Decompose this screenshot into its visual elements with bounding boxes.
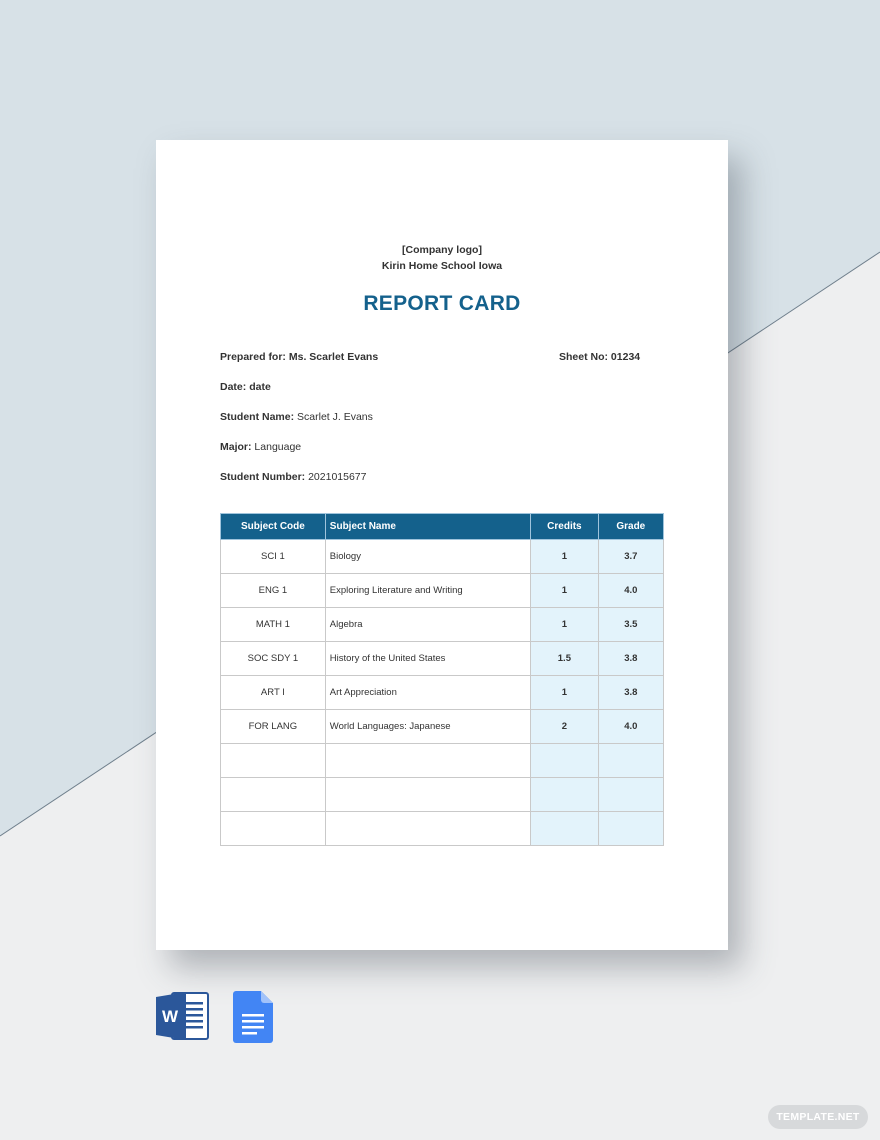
student-number-row bbox=[220, 471, 367, 483]
prepared-for-value: Ms. Scarlet Evans bbox=[288, 351, 379, 363]
table-row bbox=[221, 574, 664, 608]
credits-cell: 1 bbox=[531, 676, 598, 710]
sheet-number: Sheet No: 01234 bbox=[559, 351, 641, 363]
header-credits: Credits bbox=[531, 514, 598, 540]
document-title: REPORT CARD bbox=[363, 292, 521, 315]
date-value: date bbox=[249, 381, 271, 393]
subject-code-cell bbox=[221, 744, 326, 778]
credits-cell: 2 bbox=[531, 710, 598, 744]
header-subject-name: Subject Name bbox=[325, 514, 530, 540]
credits-cell bbox=[531, 778, 598, 812]
header-subject-code: Subject Code bbox=[221, 514, 326, 540]
grade-cell bbox=[598, 744, 663, 778]
student-name-row bbox=[220, 411, 373, 423]
subject-code-cell bbox=[221, 778, 326, 812]
student-number-label: Student Number: bbox=[220, 471, 306, 483]
major-value: Language bbox=[254, 441, 302, 453]
prepared-for-label: Prepared for: bbox=[220, 351, 286, 363]
table-row bbox=[221, 676, 664, 710]
grade-cell bbox=[598, 778, 663, 812]
table-row bbox=[221, 710, 664, 744]
word-letter: W bbox=[161, 1007, 179, 1026]
grades-table bbox=[220, 513, 664, 846]
grade-cell: 3.5 bbox=[598, 608, 663, 642]
school-name: Kirin Home School Iowa bbox=[381, 260, 503, 272]
table-row-empty bbox=[221, 744, 664, 778]
table-row-empty bbox=[221, 812, 664, 846]
subject-name-cell: Exploring Literature and Writing bbox=[325, 574, 530, 608]
grade-cell: 3.8 bbox=[598, 642, 663, 676]
table-header-row bbox=[221, 514, 664, 540]
microsoft-word-icon[interactable] bbox=[156, 990, 210, 1042]
header-grade: Grade bbox=[598, 514, 663, 540]
grade-cell bbox=[598, 812, 663, 846]
grade-cell: 3.8 bbox=[598, 676, 663, 710]
subject-code-cell: MATH 1 bbox=[221, 608, 326, 642]
subject-name-cell bbox=[325, 744, 530, 778]
credits-cell: 1 bbox=[531, 540, 598, 574]
credits-cell: 1 bbox=[531, 574, 598, 608]
credits-cell bbox=[531, 744, 598, 778]
subject-name-cell bbox=[325, 778, 530, 812]
table-row bbox=[221, 642, 664, 676]
credits-cell: 1 bbox=[531, 608, 598, 642]
subject-code-cell: FOR LANG bbox=[221, 710, 326, 744]
prepared-for-row bbox=[220, 351, 378, 363]
subject-name-cell: Biology bbox=[325, 540, 530, 574]
subject-name-cell: World Languages: Japanese bbox=[325, 710, 530, 744]
student-name-label: Student Name: bbox=[220, 411, 295, 423]
major-label: Major: bbox=[220, 441, 252, 453]
subject-code-cell: SOC SDY 1 bbox=[221, 642, 326, 676]
date-label: Date: bbox=[220, 381, 247, 393]
grade-cell: 4.0 bbox=[598, 574, 663, 608]
major-row bbox=[220, 441, 301, 453]
google-docs-icon[interactable] bbox=[233, 991, 273, 1043]
credits-cell: 1.5 bbox=[531, 642, 598, 676]
subject-name-cell: Algebra bbox=[325, 608, 530, 642]
report-card-page bbox=[156, 140, 728, 950]
grade-cell: 4.0 bbox=[598, 710, 663, 744]
credits-cell bbox=[531, 812, 598, 846]
subject-name-cell: Art Appreciation bbox=[325, 676, 530, 710]
subject-name-cell bbox=[325, 812, 530, 846]
grade-cell: 3.7 bbox=[598, 540, 663, 574]
table-row bbox=[221, 540, 664, 574]
subject-code-cell: ENG 1 bbox=[221, 574, 326, 608]
date-row bbox=[220, 381, 271, 393]
company-logo-placeholder: [Company logo] bbox=[402, 244, 482, 256]
subject-code-cell: ART I bbox=[221, 676, 326, 710]
student-number-value: 2021015677 bbox=[308, 471, 367, 483]
subject-name-cell: History of the United States bbox=[325, 642, 530, 676]
template-net-watermark: TEMPLATE.NET bbox=[768, 1105, 868, 1129]
subject-code-cell: SCI 1 bbox=[221, 540, 326, 574]
table-row-empty bbox=[221, 778, 664, 812]
table-row bbox=[221, 608, 664, 642]
subject-code-cell bbox=[221, 812, 326, 846]
student-name-value: Scarlet J. Evans bbox=[297, 411, 373, 423]
